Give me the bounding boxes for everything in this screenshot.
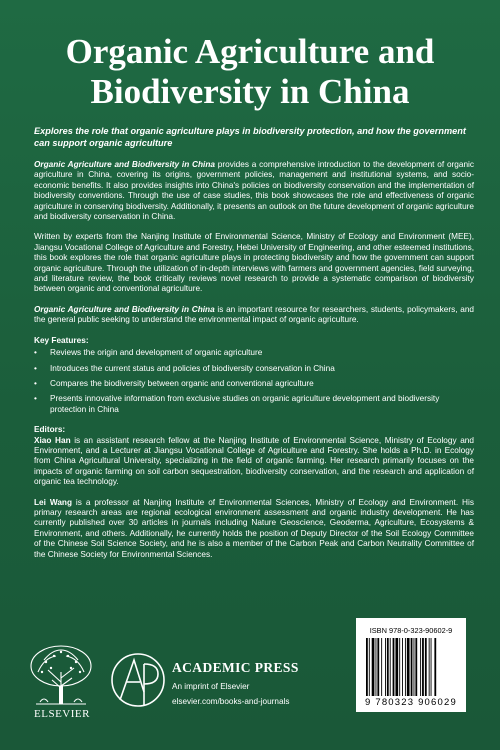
tagline: Explores the role that organic agriculture plays in biodiversity protection, and how the government can support organic agriculture [34,126,466,148]
title-line-1: Organic Agriculture and [65,32,435,71]
editor-1-name: Xiao Han [34,435,71,445]
key-feature-item [34,394,474,415]
key-feature-text: Compares the biodiversity between organic and conventional agriculture [50,378,314,388]
barcode-icon [364,638,458,696]
bullet-icon: • [34,348,37,358]
paragraph-3-text: is an important resource for researchers, students, policymakers, and the general public seeking to understand the environmental impact of organic agriculture. [34,304,475,325]
isbn-label: ISBN 978-0-323-90602-9 [369,626,453,635]
publisher-imprint: An imprint of Elsevier [172,682,250,691]
editor-1-text: is an assistant research fellow at the Nanjing Institute of Environmental Science, Ministry of Ecology and Environment, and a Lecturer at Jiangsu Vocational College of Agriculture and Forestry. She holds a Ph.D. in Ecology from China Agricultural University, specializing in the field of organic farming. Her research primarily focuses on the impacts of organic farming on soil carbon sequestration, biodiversity conservation, and the research and application of organic tea technology. [34,435,474,487]
paragraph-3 [34,305,474,326]
isbn-digits: 9 780323 906029 [365,697,457,708]
editor-2-name: Lei Wang [34,497,72,507]
isbn-barcode-box [356,618,466,712]
paragraph-1 [34,160,474,222]
editor-1-bio [34,436,474,488]
key-feature-item [34,364,474,374]
paragraph-3-lead: Organic Agriculture and Biodiversity in China [34,304,215,314]
key-features-heading: Key Features: [34,335,89,345]
paragraph-2: Written by experts from the Nanjing Institute of Environmental Science, Ministry of Ecology and Environment (MEE), Jiangsu Vocational College of Agriculture and Forestry, Hebei University of Engineering, and other esteemed institutions, this book explores the role that organic agriculture plays in protecting biodiversity and how the government can support organic agriculture. Through the utilization of in-depth interviews with farmers and government agencies, field surveying, and literature review, the book critically reviews novel research to provide a systematic comparison of biodiversity between organic and conventional agriculture. [34,232,474,294]
elsevier-wordmark: ELSEVIER [34,708,90,720]
bullet-icon: • [34,378,37,388]
book-title [0,32,500,112]
bullet-icon: • [34,394,37,404]
academic-press-logo-icon [108,646,168,716]
key-features-list [34,348,474,415]
key-feature-text: Introduces the current status and policies of biodiversity conservation in China [50,363,335,373]
description-body [34,160,474,570]
key-feature-text: Presents innovative information from exclusive studies on organic agriculture development and biodiversity protection in China [50,394,440,414]
publisher-url[interactable]: elsevier.com/books-and-journals [172,697,290,706]
key-feature-text: Reviews the origin and development of organic agriculture [50,348,263,358]
editors-heading: Editors: [34,425,66,435]
paragraph-1-lead: Organic Agriculture and Biodiversity in China [34,160,215,169]
title-line-2: Biodiversity in China [90,72,410,111]
key-feature-item [34,379,474,389]
editor-2-bio [34,498,474,560]
editor-2-text: is a professor at Nanjing Institute of Environmental Sciences, Ministry of Ecology and Environment. His primary research areas are regional ecological environment assessment and organic industry development. He has currently published over 30 articles in journals including Nature Geoscience, Geoderma, Agriculture, Ecosystems & Environment, and others. Additionally, he currently holds the position of Deputy Director of the Soil Ecology Committee of the Chinese Soil Science Society, and he is also a member of the Carbon Peak and Carbon Neutrality Committee of the Chinese Society for Environmental Sciences. [34,497,474,559]
paragraph-1-text: provides a comprehensive introduction to the development of organic agriculture in China, covering its origins, government policies, management and institutional systems, and socio-economic benefits. It also provides insights into China's policies on biodiversity conservation and the implementation of biodiversity conventions. Through the use of case studies, this book showcases the role and effectiveness of organic agriculture in conserving biodiversity. Additionally, it presents an outlook on the future development of organic agriculture and biodiversity conservation in China. [34,160,474,222]
publisher-name: ACADEMIC PRESS [172,660,299,675]
bullet-icon: • [34,363,37,373]
key-feature-item [34,348,474,358]
